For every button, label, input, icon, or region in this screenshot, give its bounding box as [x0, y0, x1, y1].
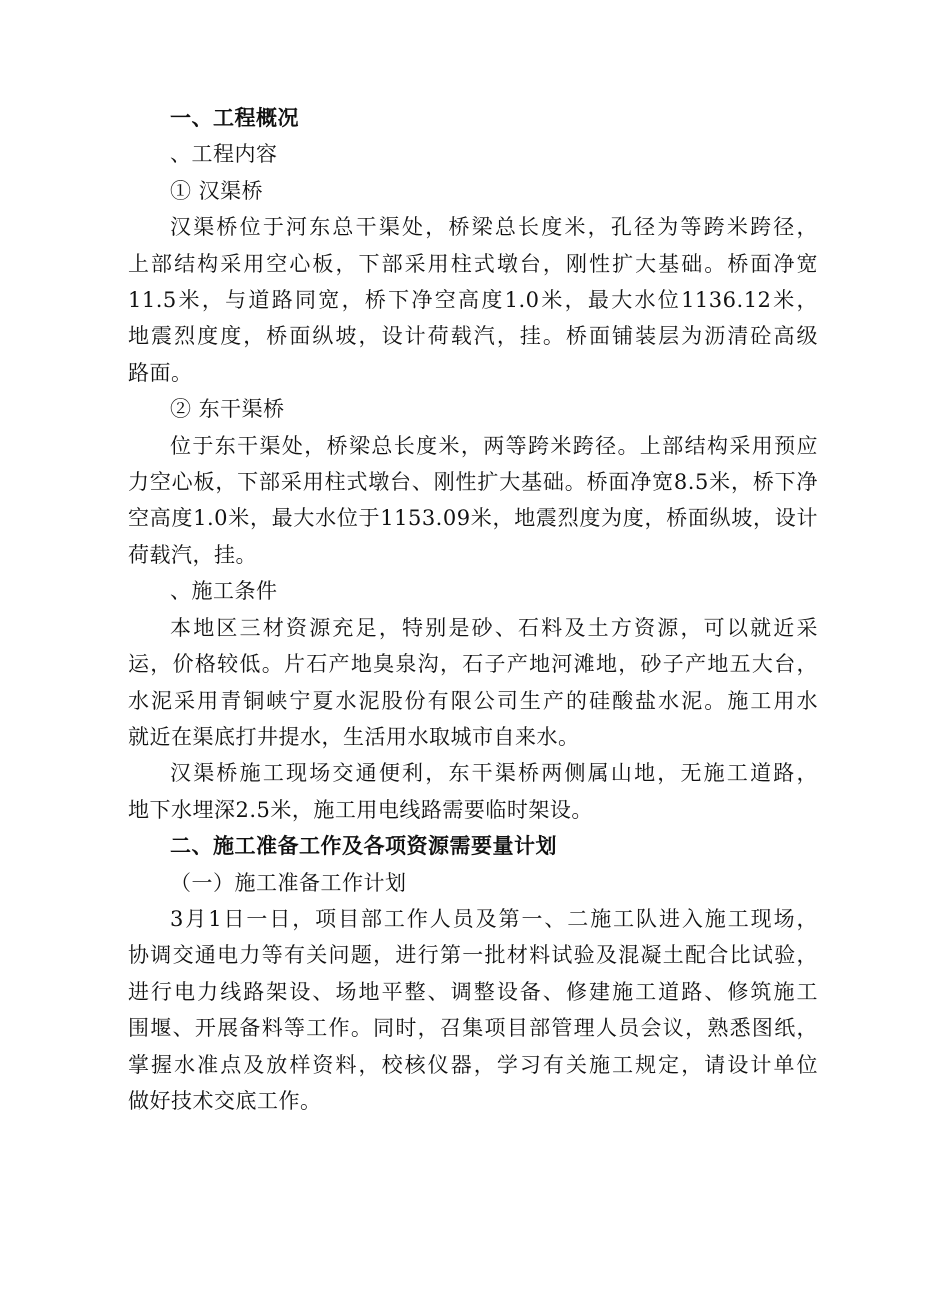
subheading-project-content: 、工程内容 — [170, 142, 278, 167]
subheading-construction-conditions: 、施工条件 — [170, 579, 278, 604]
conditions-paragraph-2 — [128, 755, 818, 828]
document-body — [128, 100, 818, 1119]
bridge1-paragraph — [128, 209, 818, 391]
paragraph-line: 位于东干渠处，桥梁总长度米，两等跨米跨径。上部结构采用预应 — [170, 433, 818, 458]
bridge1-title: ① 汉渠桥 — [170, 178, 264, 203]
paragraph-line: 路面。 — [128, 360, 193, 385]
bridge2-paragraph — [128, 428, 818, 574]
subheading-preparation-plan: （一）施工准备工作计划 — [170, 870, 407, 895]
paragraph-line: 本地区三材资源充足，特别是砂、石料及土方资源，可以就近采 — [170, 615, 818, 640]
conditions-paragraph-1 — [128, 610, 818, 756]
paragraph-line: 地震烈度度，桥面纵坡，设计荷载汽，挂。桥面铺装层为沥清砼高级 — [128, 324, 818, 349]
paragraph-line: 运，价格较低。片石产地臭泉沟，石子产地河滩地，砂子产地五大台， — [128, 652, 818, 677]
paragraph-line: 空高度1.0米，最大水位于1153.09米，地震烈度为度，桥面纵坡，设计 — [128, 506, 818, 531]
paragraph-line: 力空心板，下部采用柱式墩台、刚性扩大基础。桥面净宽8.5米，桥下净 — [128, 470, 818, 495]
plan-paragraph — [128, 901, 818, 1119]
bridge2-title: ② 东干渠桥 — [170, 397, 285, 422]
paragraph-line: 掌握水准点及放样资料，校核仪器，学习有关施工规定，请设计单位 — [128, 1052, 818, 1077]
paragraph-line: 围堰、开展备料等工作。同时，召集项目部管理人员会议，熟悉图纸， — [128, 1016, 818, 1041]
paragraph-line: 汉渠桥位于河东总干渠处，桥梁总长度米，孔径为等跨米跨径， — [170, 215, 818, 240]
paragraph-line: 就近在渠底打井提水，生活用水取城市自来水。 — [128, 724, 580, 749]
section-heading-preparation: 二、施工准备工作及各项资源需要量计划 — [170, 834, 557, 859]
paragraph-line: 3月1日一日，项目部工作人员及第一、二施工队进入施工现场， — [170, 906, 818, 931]
paragraph-line: 水泥采用青铜峡宁夏水泥股份有限公司生产的硅酸盐水泥。施工用水 — [128, 688, 818, 713]
paragraph-line: 做好技术交底工作。 — [128, 1088, 322, 1113]
paragraph-line: 11.5米，与道路同宽，桥下净空高度1.0米，最大水位1136.12米， — [128, 288, 818, 313]
paragraph-line: 地下水埋深2.5米，施工用电线路需要临时架设。 — [128, 797, 593, 822]
paragraph-line: 汉渠桥施工现场交通便利，东干渠桥两侧属山地，无施工道路， — [170, 761, 818, 786]
paragraph-line: 荷载汽，挂。 — [128, 542, 257, 567]
paragraph-line: 协调交通电力等有关问题，进行第一批材料试验及混凝土配合比试验， — [128, 943, 818, 968]
section-heading-overview: 一、工程概况 — [170, 106, 299, 130]
paragraph-line: 进行电力线路架设、场地平整、调整设备、修建施工道路、修筑施工 — [128, 979, 818, 1004]
paragraph-line: 上部结构采用空心板，下部采用柱式墩台，刚性扩大基础。桥面净宽 — [128, 251, 818, 276]
